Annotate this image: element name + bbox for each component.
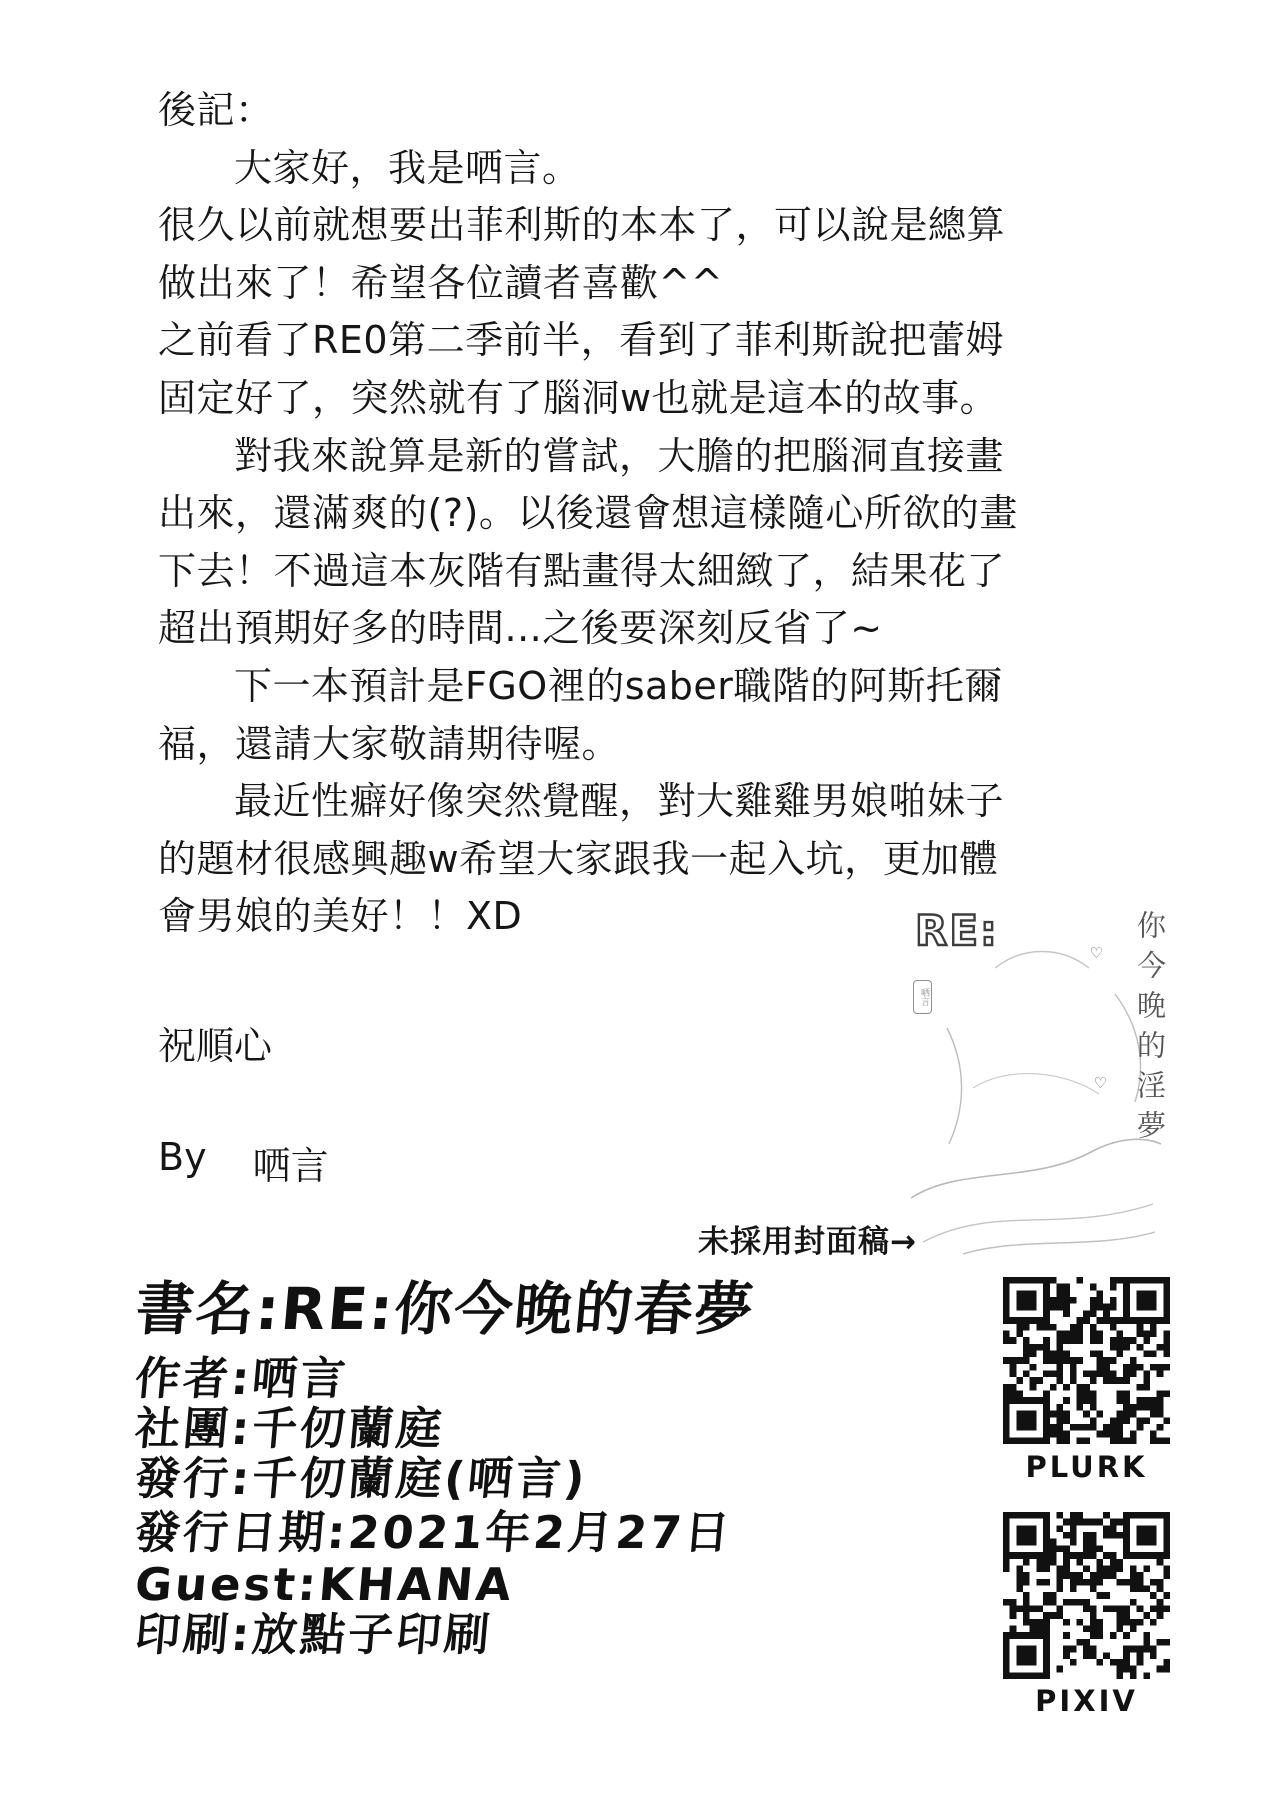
closing-wish: 祝順心 xyxy=(158,1024,273,1068)
author-name: 哂言 xyxy=(252,1144,329,1188)
plurk-label: PLURK xyxy=(1025,1450,1148,1484)
afterword-line: 對我來說算是新的嘗試，大膽的把腦洞直接畫 xyxy=(234,433,1005,478)
afterword-line: 的題材很感興趣w希望大家跟我一起入坑，更加體 xyxy=(158,836,999,881)
artist-stamp: 哂言 xyxy=(913,980,932,1014)
afterword-line: 做出來了！希望各位讀者喜歡^^ xyxy=(158,260,724,305)
unused-cover-sketch xyxy=(903,898,1167,1260)
sketch-re-label: RE: xyxy=(915,906,999,955)
colophon-circle: 社團:千仞蘭庭 xyxy=(132,1402,447,1455)
afterword-line: 福，還請大家敬請期待喔。 xyxy=(158,721,621,766)
colophon-guest: Guest:KHANA xyxy=(132,1558,517,1611)
afterword-line: 超出預期好多的時間...之後要深刻反省了~ xyxy=(158,606,883,651)
afterword-line: 下一本預計是FGO裡的saber職階的阿斯托爾 xyxy=(234,663,1003,708)
heart-icon: ♡ xyxy=(1089,944,1103,962)
colophon-publish-date: 發行日期:2021年2月27日 xyxy=(132,1506,735,1559)
plurk-qr-code xyxy=(1003,1277,1170,1444)
afterword-line: 之前看了RE0第二季前半，看到了菲利斯說把蕾姆 xyxy=(158,318,1005,363)
afterword-line: 很久以前就想要出菲利斯的本本了，可以說是總算 xyxy=(158,203,1006,248)
colophon-publisher: 發行:千仞蘭庭(哂言) xyxy=(132,1452,590,1505)
by-label: By xyxy=(158,1135,207,1179)
afterword-text-block xyxy=(158,82,1088,946)
colophon-printer: 印刷:放點子印刷 xyxy=(132,1608,495,1661)
pixiv-qr-code xyxy=(1003,1512,1170,1679)
afterword-line: 最近性癖好像突然覺醒，對大雞雞男娘啪妹子 xyxy=(234,779,1005,824)
afterword-line: 下去！不過這本灰階有點畫得太細緻了，結果花了 xyxy=(158,548,1006,593)
sketch-vertical-caption: 你今晚的淫夢 xyxy=(1133,910,1167,1150)
pixiv-label: PIXIV xyxy=(1035,1684,1138,1718)
afterword-line: 會男娘的美好！！XD xyxy=(158,894,523,939)
afterword-line: 大家好，我是哂言。 xyxy=(234,145,581,190)
afterword-line: 固定好了，突然就有了腦洞w也就是這本的故事。 xyxy=(158,375,999,420)
heart-icon: ♡ xyxy=(1093,1074,1107,1092)
colophon-author: 作者:哂言 xyxy=(132,1352,351,1405)
afterword-line: 出來，還滿爽的(?)。以後還會想這樣隨心所欲的畫 xyxy=(158,491,1018,536)
colophon-title: 書名:RE:你今晚的春夢 xyxy=(132,1275,758,1343)
unused-cover-note: 未採用封面稿→ xyxy=(698,1224,917,1260)
byline xyxy=(158,1135,329,1190)
afterword-heading: 後記： xyxy=(158,88,274,132)
